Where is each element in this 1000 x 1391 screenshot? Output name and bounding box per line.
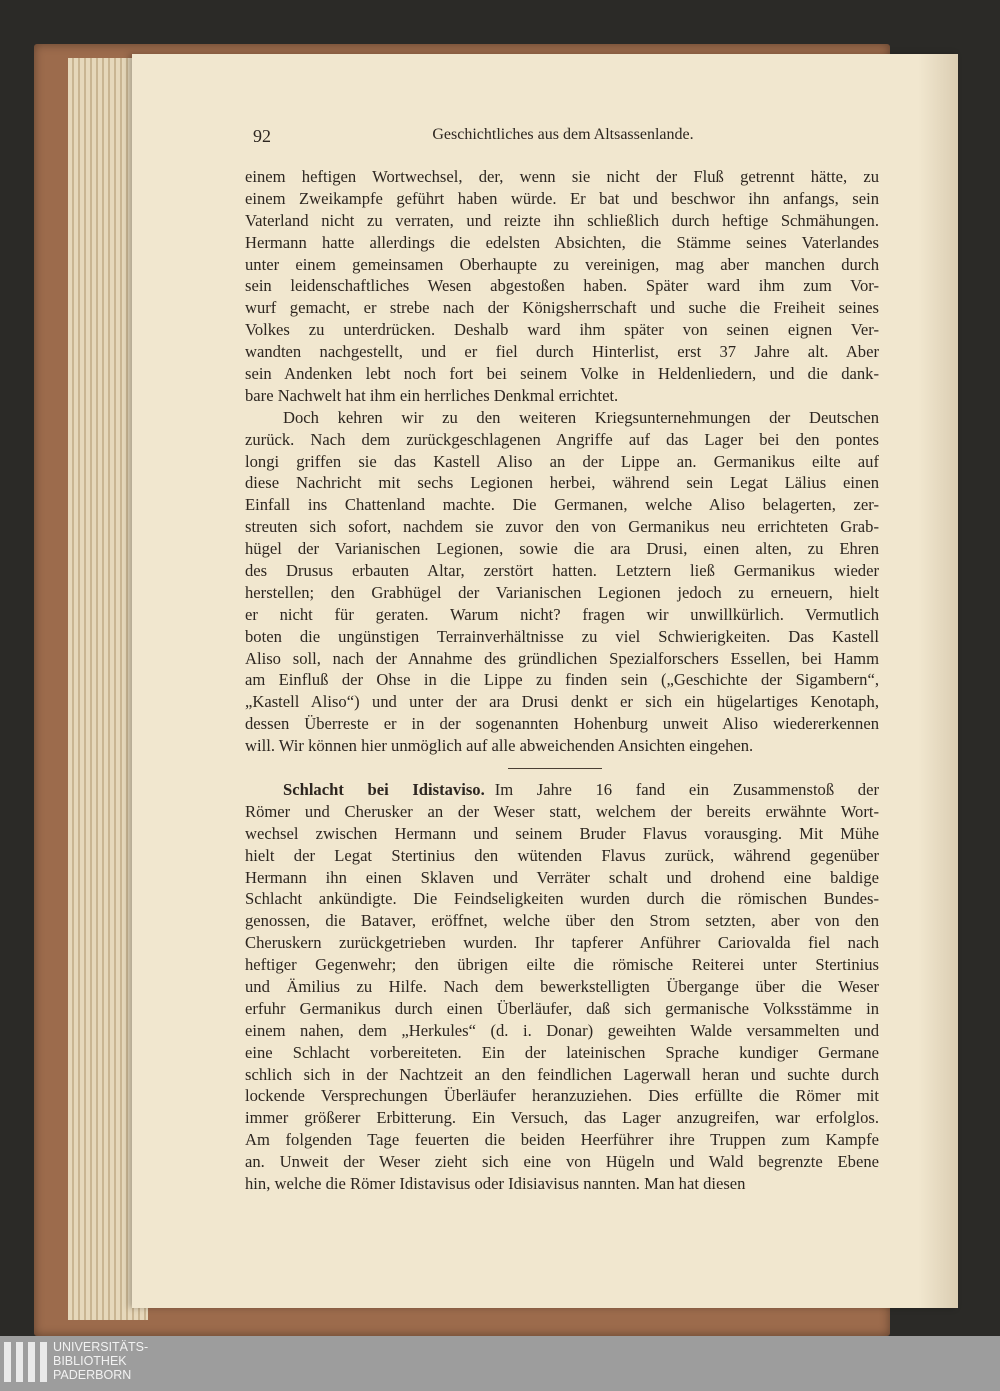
text-line [245,779,879,801]
text-line [245,713,879,735]
text-line [245,538,879,560]
line-text: streuten sich sofort, nachdem sie zuvor den von Germanikus neu errichteten Grab- [245,517,879,537]
line-text: an. Unweit der Weser zieht sich eine von Hügeln und Wald begrenzte Ebene [245,1152,879,1172]
section-paragraph [245,779,879,1195]
library-logo-icon [4,1342,52,1387]
book-page [132,54,958,1308]
text-line [245,451,879,473]
line-text: unter einem gemeinsamen Oberhaupte zu vereinigen, mag aber manchen durch [245,254,879,274]
line-text: und Ämilius zu Hilfe. Nach dem bewerkstelligten Übergange über die Weser [245,976,879,996]
line-text: hin, welche die Römer Idistavisus oder Idisiavisus nannten. Man hat diesen [245,1173,746,1193]
line-text: longi griffen sie das Kastell Aliso an der Lippe an. Germanikus eilte auf [245,451,879,471]
text-line [245,232,879,254]
line-text: Im Jahre 16 fand ein Zusammenstoß der [494,779,879,799]
text-line [245,385,879,407]
line-text: sein leidenschaftliches Wesen abgestoßen haben. Später ward ihm zum Vor- [245,276,879,296]
text-line [245,582,879,604]
line-text: schlich sich in der Nachtzeit an den feindlichen Lagerwall heran und suchte durch [245,1064,879,1084]
text-line [245,888,879,910]
line-text: Hermann hatte allerdings die edelsten Absichten, die Stämme seines Vaterlandes [245,232,879,252]
section-title: Schlacht bei Idistaviso. [283,779,485,799]
text-line [245,1020,879,1042]
text-line [245,275,879,297]
line-text: lockende Versprechungen Überläufer heranzuziehen. Dies erfüllte die Römer mit [245,1086,879,1106]
line-text: Am folgenden Tage feuerten die beiden Heerführer ihre Truppen zum Kampfe [245,1130,879,1150]
text-line [245,932,879,954]
line-text: einem nahen, dem „Herkules“ (d. i. Donar) geweihten Walde versammelten und [245,1020,879,1040]
line-text: hügel der Varianischen Legionen, sowie die ara Drusi, einen alten, zu Ehren [245,539,879,559]
line-text: bare Nachwelt hat ihm ein herrliches Denkmal errichtet. [245,385,619,405]
line-text: herstellen; den Grabhügel der Varianischen Legionen jedoch zu erneuern, hielt [245,582,879,602]
running-head: Geschichtliches aus dem Altsassenlande. [432,126,694,143]
text-line [245,998,879,1020]
text-line [245,845,879,867]
line-text: dessen Überreste er in der sogenannten Hohenburg unweit Aliso wiedererkennen [245,714,879,734]
line-text: erfuhr Germanikus durch einen Überläufer, daß sich germanische Volksstämme in [245,998,879,1018]
text-line [245,954,879,976]
text-line [245,341,879,363]
text-line [245,516,879,538]
line-text: er nicht für geraten. Warum nicht? fragen wir unwillkürlich. Vermutlich [245,604,879,624]
text-line [245,1173,879,1195]
line-text: einem heftigen Wortwechsel, der, wenn sie nicht der Fluß getrennt hätte, zu [245,167,879,186]
line-text: Schlacht ankündigte. Die Feindseligkeiten wurden durch die römischen Bundes- [245,889,879,909]
page-number: 92 [253,126,271,146]
line-text: zurück. Nach dem zurückgeschlagenen Angriffe auf das Lager bei den pontes [245,429,879,449]
paragraph [245,407,879,757]
line-text: heftiger Gegenwehr; den übrigen eilte die römische Reiterei unter Stertinius [245,955,879,975]
line-text: des Drusus erbauten Altar, zerstört hatten. Letztern ließ Germanikus wieder [245,561,879,581]
text-line [245,801,879,823]
line-text: Aliso soll, nach der Annahme des gründlichen Spezialforschers Essellen, bei Hamm [245,648,879,668]
line-text: am Einfluß der Ohse in die Lippe zu finden sein („Geschichte der Sigambern“, [245,670,879,690]
page-body [245,166,879,1195]
text-line [245,297,879,319]
line-text: Römer und Cherusker an der Weser statt, welchem der bereits erwähnte Wort- [245,801,879,821]
line-text: wandten nachgestellt, und er fiel durch Hinterlist, erst 37 Jahre alt. Aber [245,342,879,362]
text-line [245,407,879,429]
text-line [245,604,879,626]
text-line [245,691,879,713]
text-line [245,1042,879,1064]
text-line [245,210,879,232]
line-text: wechsel zwischen Hermann und seinem Bruder Flavus vorausging. Mit Mühe [245,823,879,843]
line-text: Vaterland nicht zu verraten, und reizte ihn schließlich durch heftige Schmähungen. [245,210,879,230]
page-header [245,126,881,150]
text-line [245,1107,879,1129]
line-text: diese Nachricht mit sechs Legionen herbei, während sein Legat Lälius einen [245,473,879,493]
line-text: einem Zweikampfe geführt haben würde. Er bat und beschwor ihn anfangs, sein [245,188,879,208]
text-line [245,363,879,385]
text-line [245,735,879,757]
text-line [245,319,879,341]
line-text: Volkes zu unterdrücken. Deshalb ward ihm später von seinen eignen Ver- [245,320,879,340]
line-text: boten die ungünstigen Terrainverhältnisse zu viel Schwierigkeiten. Das Kastell [245,626,879,646]
text-line [245,188,879,210]
text-line [245,1151,879,1173]
text-line [245,910,879,932]
library-footer [0,1336,1000,1391]
text-line [245,429,879,451]
line-text: will. Wir können hier unmöglich auf alle abweichenden Ansichten eingehen. [245,736,754,756]
line-text: hielt der Legat Stertinius den wütenden Flavus zurück, während gegenüber [245,845,879,865]
text-line [245,494,879,516]
text-line [245,867,879,889]
line-text: sein Andenken lebt noch fort bei seinem Volke in Heldenliedern, und die dank- [245,364,879,384]
text-line [245,472,879,494]
text-line [245,626,879,648]
text-line [245,1064,879,1086]
text-line [245,1085,879,1107]
paragraph [245,166,879,407]
line-text: Cheruskern zurückgetrieben wurden. Ihr tapferer Anführer Cariovalda fiel nach [245,933,879,953]
line-text: immer größerer Erbitterung. Ein Versuch, das Lager anzugreifen, war erfolglos. [245,1108,879,1128]
text-line [245,669,879,691]
text-line [245,648,879,670]
text-line [245,976,879,998]
line-text: Doch kehren wir zu den weiteren Kriegsunternehmungen der Deutschen [283,407,879,427]
line-text: Einfall ins Chattenland machte. Die Germanen, welche Aliso belagerten, zer- [245,495,879,515]
text-line [245,823,879,845]
text-line [245,560,879,582]
line-text: „Kastell Aliso“) und unter der ara Drusi denkt er sich ein hügelartiges Kenotaph, [245,692,879,712]
text-line [245,254,879,276]
line-text: genossen, die Bataver, eröffnet, welche über den Strom setzten, aber von den [245,911,879,931]
text-line [245,166,879,188]
line-text: eine Schlacht vorbereiteten. Ein der lateinischen Sprache kundiger Germane [245,1042,879,1062]
library-logo-text: UNIVERSITÄTS- BIBLIOTHEK PADERBORN [53,1340,149,1382]
line-text: Hermann ihn einen Sklaven und Verräter schalt und drohend eine baldige [245,867,879,887]
section-divider [245,757,879,779]
text-line [245,1129,879,1151]
line-text: wurf gemacht, er strebe nach der Königsherrschaft und suche die Freiheit seines [245,298,879,318]
